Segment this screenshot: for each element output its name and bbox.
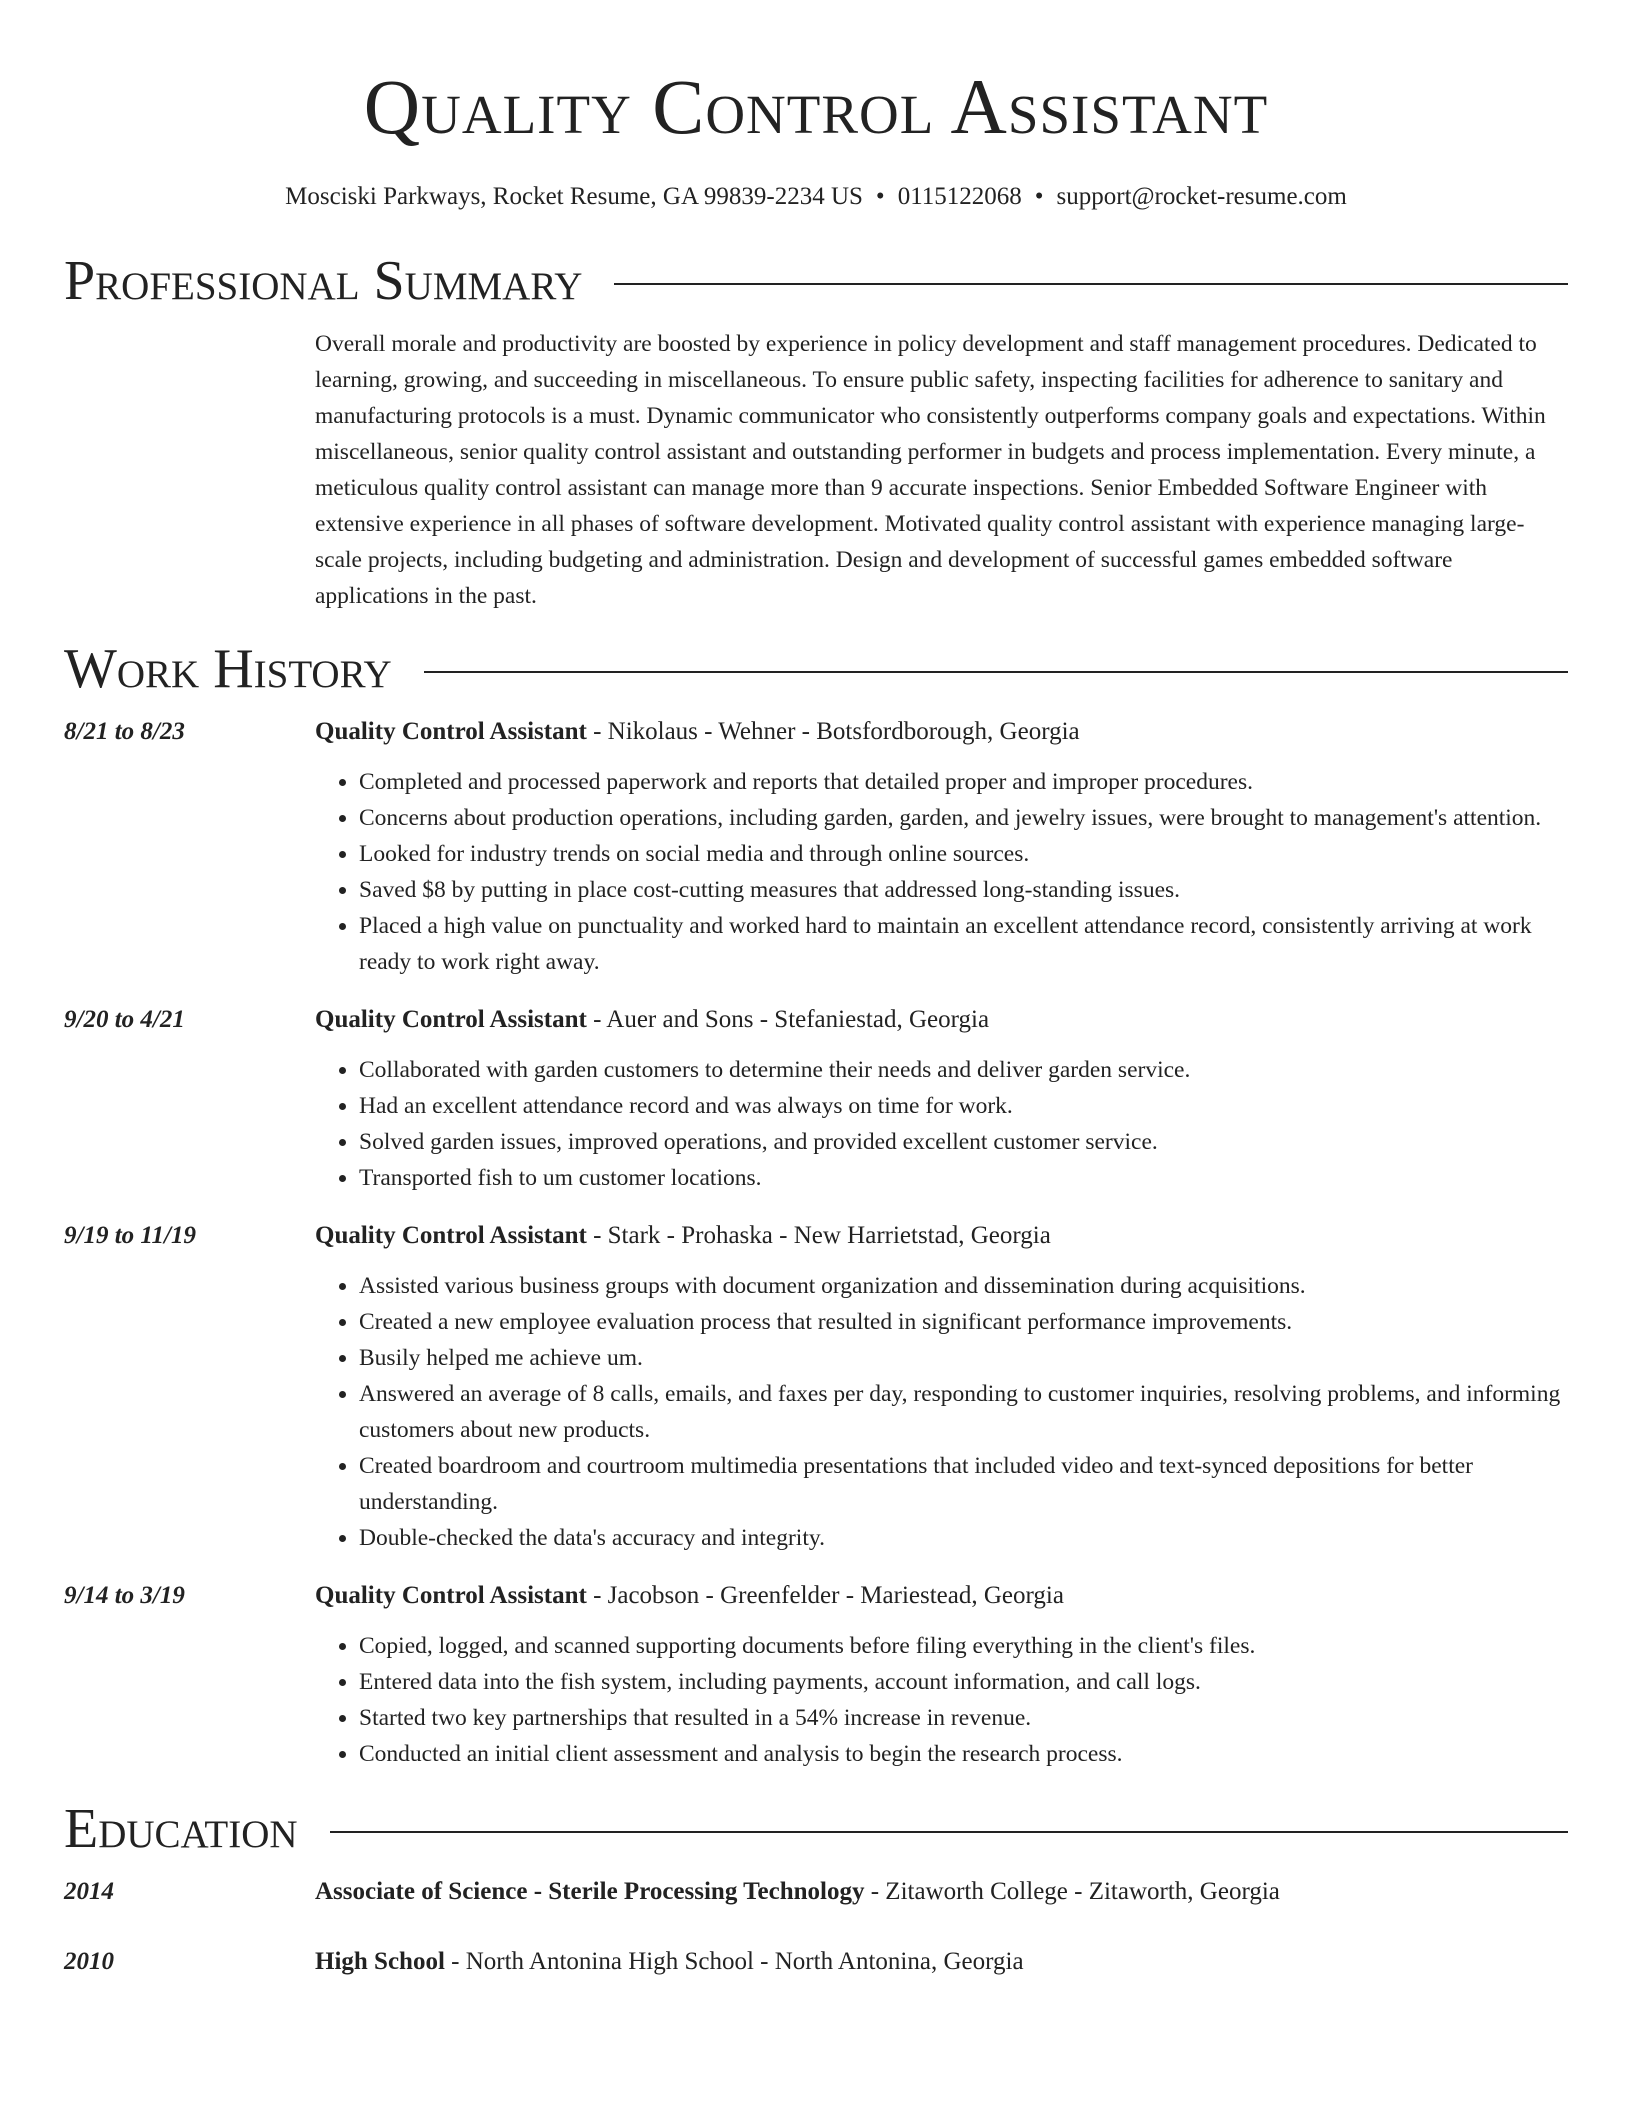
page-title: Quality Control Assistant bbox=[363, 63, 1269, 150]
summary-section-header bbox=[64, 250, 1568, 312]
section-divider bbox=[614, 283, 1568, 285]
job-bullets bbox=[315, 1052, 1568, 1196]
job-header bbox=[315, 714, 1568, 750]
section-divider bbox=[330, 1831, 1568, 1833]
job-dates: 8/21 to 8/23 bbox=[64, 718, 185, 745]
list-item: • Looked for industry trends on social media and through online sources. bbox=[359, 836, 1568, 872]
job-dates: 9/20 to 4/21 bbox=[64, 1006, 185, 1033]
section-title-education: Education bbox=[64, 1798, 298, 1860]
education-header bbox=[315, 1874, 1568, 1910]
job-title: Quality Control Assistant bbox=[315, 1006, 587, 1033]
contact-separator: • bbox=[875, 183, 885, 210]
education-degree: High School bbox=[315, 1948, 445, 1975]
job-bullets bbox=[315, 1628, 1568, 1772]
list-item: • Started two key partnerships that resulted in a 54% increase in revenue. bbox=[359, 1700, 1568, 1736]
contact-separator: • bbox=[1034, 183, 1044, 210]
education-entry bbox=[64, 1874, 1568, 1910]
list-item: • Transported fish to um customer locations. bbox=[359, 1160, 1568, 1196]
education-section-header bbox=[64, 1798, 1568, 1860]
list-item: • Copied, logged, and scanned supporting documents before filing everything in the client's files. bbox=[359, 1628, 1568, 1664]
contact-phone: 0115122068 bbox=[897, 183, 1022, 210]
contact-line bbox=[64, 182, 1568, 212]
contact-email: support@rocket-resume.com bbox=[1056, 183, 1347, 210]
job-title: Quality Control Assistant bbox=[315, 718, 587, 745]
list-item: • Saved $8 by putting in place cost-cutting measures that addressed long-standing issues. bbox=[359, 872, 1568, 908]
education-details: - Zitaworth College - Zitaworth, Georgia bbox=[864, 1878, 1280, 1905]
job-dates: 9/19 to 11/19 bbox=[64, 1222, 196, 1249]
education-year: 2010 bbox=[64, 1948, 114, 1975]
job-header bbox=[315, 1002, 1568, 1038]
job-title: Quality Control Assistant bbox=[315, 1222, 587, 1249]
list-item: • Created boardroom and courtroom multimedia presentations that included video and text-synced depositions for better understanding. bbox=[359, 1448, 1568, 1520]
list-item: • Had an excellent attendance record and was always on time for work. bbox=[359, 1088, 1568, 1124]
list-item: • Answered an average of 8 calls, emails, and faxes per day, responding to customer inquiries, resolving problems, and informing customers about new products. bbox=[359, 1376, 1568, 1448]
job-entry bbox=[64, 1002, 1568, 1196]
job-entry bbox=[64, 1578, 1568, 1772]
education-details: - North Antonina High School - North Antonina, Georgia bbox=[444, 1948, 1024, 1975]
list-item: • Busily helped me achieve um. bbox=[359, 1340, 1568, 1376]
education-entry bbox=[64, 1944, 1568, 1980]
list-item: • Completed and processed paperwork and reports that detailed proper and improper procedures. bbox=[359, 764, 1568, 800]
education-header bbox=[315, 1944, 1568, 1980]
job-details: - Stark - Prohaska - New Harrietstad, Georgia bbox=[586, 1222, 1051, 1249]
list-item: • Placed a high value on punctuality and worked hard to maintain an excellent attendance record, consistently arriving at work ready to work right away. bbox=[359, 908, 1568, 980]
list-item: • Solved garden issues, improved operations, and provided excellent customer service. bbox=[359, 1124, 1568, 1160]
list-item: • Collaborated with garden customers to determine their needs and deliver garden service. bbox=[359, 1052, 1568, 1088]
section-title-work-history: Work History bbox=[64, 638, 392, 700]
summary-text: Overall morale and productivity are boosted by experience in policy development and staff management procedures. Dedicated to learning, growing, and succeeding in miscellaneous. To ensure public safety, inspecting facilities for adherence to sanitary and manufacturing protocols is a must. Dynamic communicator who consistently outperforms company goals and expectations. Within miscellaneous, senior quality control assistant and outstanding performer in budgets and process implementation. Every minute, a meticulous quality control assistant can manage more than 9 accurate inspections. Senior Embedded Software Engineer with extensive experience in all phases of software development. Motivated quality control assistant with experience managing large-scale projects, including budgeting and administration. Design and development of successful games embedded software applications in the past. bbox=[315, 331, 1546, 609]
list-item: • Conducted an initial client assessment and analysis to begin the research process. bbox=[359, 1736, 1568, 1772]
list-item: • Created a new employee evaluation process that resulted in significant performance improvements. bbox=[359, 1304, 1568, 1340]
section-title-summary: Professional Summary bbox=[64, 250, 583, 312]
job-entry bbox=[64, 714, 1568, 980]
job-title: Quality Control Assistant bbox=[315, 1582, 587, 1609]
list-item: • Entered data into the fish system, including payments, account information, and call logs. bbox=[359, 1664, 1568, 1700]
job-entry bbox=[64, 1218, 1568, 1556]
list-item: • Assisted various business groups with document organization and dissemination during acquisitions. bbox=[359, 1268, 1568, 1304]
job-dates: 9/14 to 3/19 bbox=[64, 1582, 185, 1609]
work-section-header bbox=[64, 638, 1568, 700]
job-bullets bbox=[315, 764, 1568, 980]
contact-address: Mosciski Parkways, Rocket Resume, GA 99839-2234 US bbox=[285, 183, 863, 210]
section-divider bbox=[424, 671, 1568, 673]
job-header bbox=[315, 1578, 1568, 1614]
education-degree: Associate of Science - Sterile Processing Technology bbox=[315, 1878, 865, 1905]
list-item: • Double-checked the data's accuracy and integrity. bbox=[359, 1520, 1568, 1556]
education-year: 2014 bbox=[64, 1878, 114, 1905]
job-details: - Auer and Sons - Stefaniestad, Georgia bbox=[586, 1006, 990, 1033]
job-header bbox=[315, 1218, 1568, 1254]
job-details: - Nikolaus - Wehner - Botsfordborough, Georgia bbox=[586, 718, 1080, 745]
list-item: • Concerns about production operations, including garden, garden, and jewelry issues, were brought to management's attention. bbox=[359, 800, 1568, 836]
job-bullets bbox=[315, 1268, 1568, 1556]
job-details: - Jacobson - Greenfelder - Mariestead, Georgia bbox=[586, 1582, 1064, 1609]
